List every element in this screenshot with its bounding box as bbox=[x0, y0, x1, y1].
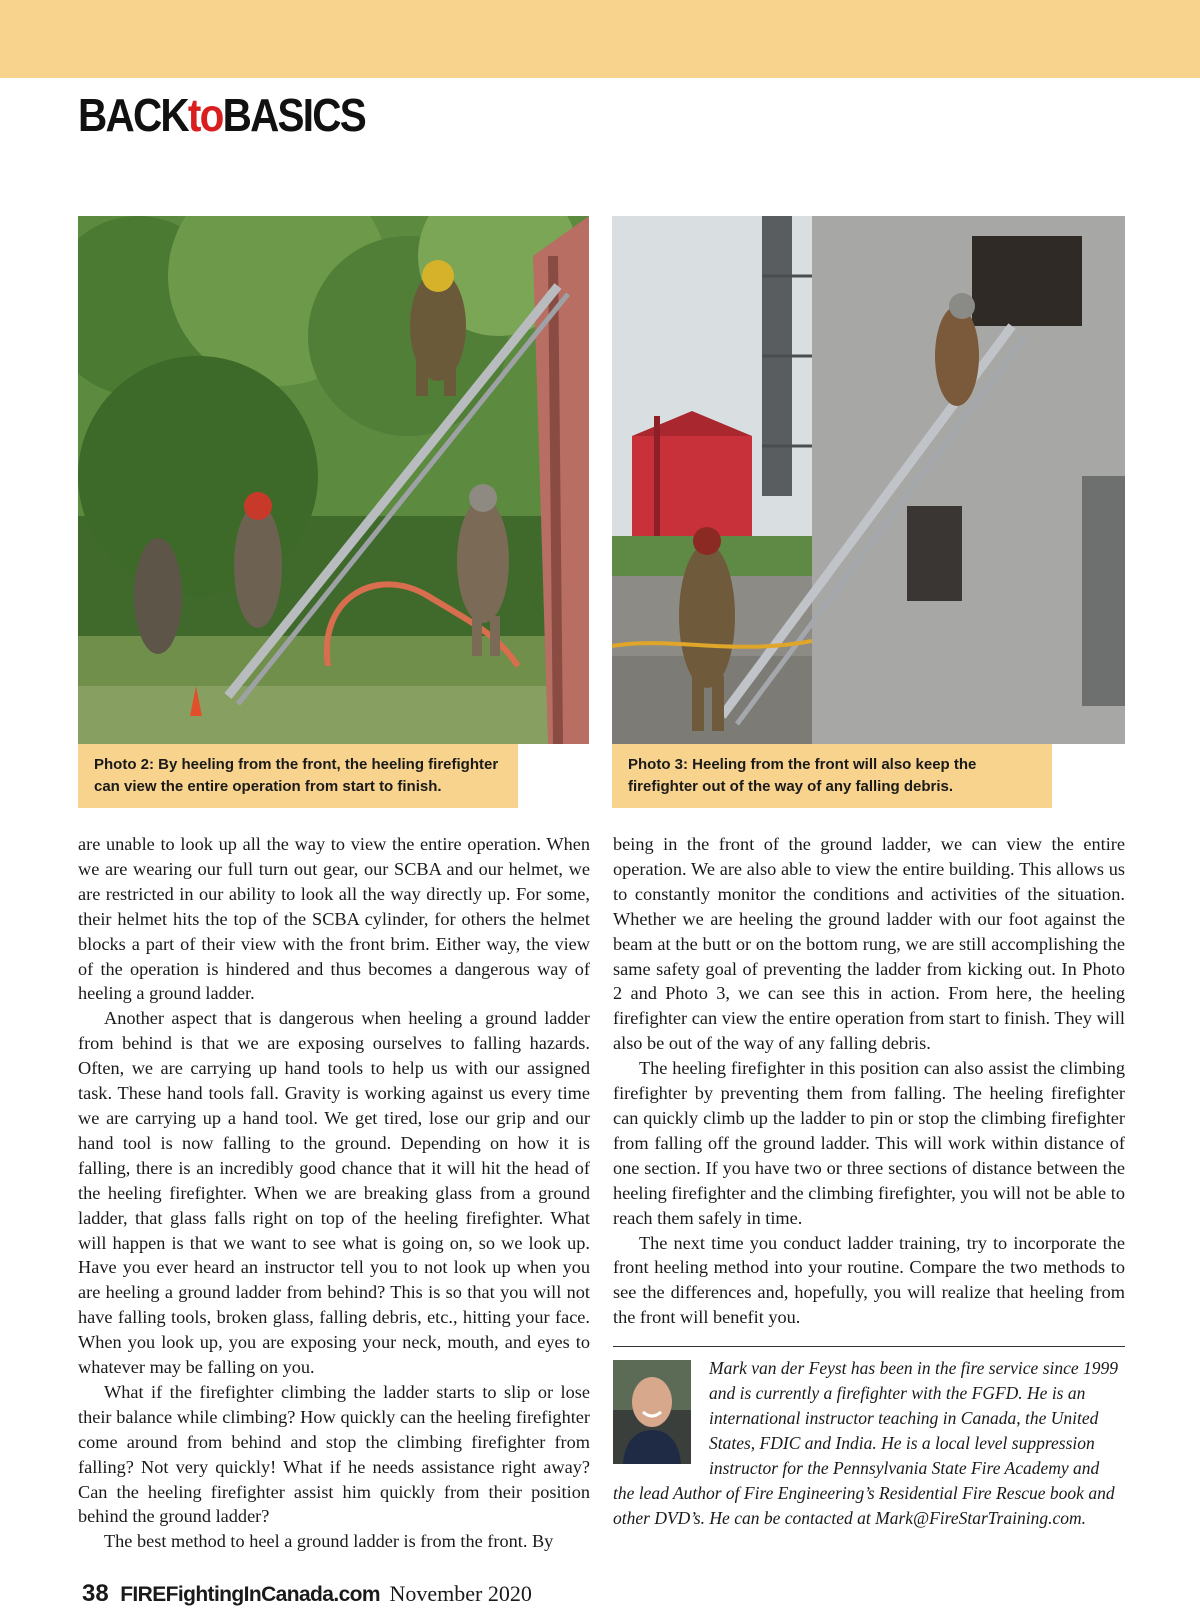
author-bio bbox=[613, 1356, 1125, 1531]
page-footer bbox=[82, 1580, 532, 1609]
article-column-right bbox=[613, 832, 1125, 1330]
header-band bbox=[0, 0, 1200, 78]
paragraph: The best method to heel a ground ladder is from the front. By bbox=[104, 1531, 554, 1552]
section-title-to: to bbox=[187, 89, 223, 141]
page-number: 38 bbox=[82, 1580, 109, 1607]
photo-2-caption: Photo 2: By heeling from the front, the heeling firefighter can view the entire operation from start to finish. bbox=[78, 744, 518, 808]
paragraph: Another aspect that is dangerous when heeling a ground ladder from behind is that we are exposing ourselves to falling hazards. Often, we are carrying up hand tools to help us with our assigned task. These hand tools fall. Gravity is working against us every time we are carrying up a hand tool. We get tired, lose our grip and our hand tool is now falling to the ground. Depending on how it is falling, there is an incredibly good chance that it will hit the head of the heeling firefighter. When we are breaking glass from a ground ladder, that glass falls right on top of the heeling firefighter. What will happen is that we want to see what is going on, so we look up. Have you ever heard an instructor tell you to not look up when you are heeling a ground ladder from behind? This is so that you will not have falling tools, broken glass, falling debris, etc., hitting your face. When you look up, you are exposing your neck, mouth, and eyes to whatever may be falling on you. bbox=[78, 1008, 590, 1378]
footer-date: November 2020 bbox=[389, 1581, 532, 1606]
footer-site: FIREFightingInCanada.com bbox=[120, 1583, 380, 1606]
photo-2 bbox=[78, 216, 589, 744]
section-title-basics: BASICS bbox=[222, 89, 365, 141]
paragraph: are unable to look up all the way to view the entire operation. When we are wearing our full turn out gear, our SCBA and our helmet, we are restricted in our ability to look all the way directly up. For some, their helmet hits the top of the SCBA cylinder, for others the helmet blocks a part of their view with the front brim. Either way, the view of the operation is hindered and thus becomes a dangerous way of heeling a ground ladder. bbox=[78, 834, 590, 1004]
paragraph: The next time you conduct ladder training, try to incorporate the front heeling method into your routine. Compare the two methods to see the differences and, hopefully, you will realize that heeling from the front will benefit you. bbox=[613, 1232, 1125, 1328]
bio-divider bbox=[613, 1346, 1125, 1347]
section-title bbox=[78, 89, 365, 141]
article-column-left bbox=[78, 832, 590, 1554]
section-title-back: BACK bbox=[78, 89, 188, 141]
bio-text: Mark van der Feyst has been in the fire service since 1999 and is currently a firefighter with the FGFD. He is an international instructor teaching in Canada, the United States, FDIC and India. He is a local level suppression instructor for the Pennsylvania State Fire Academy and the lead Author of Fire Engineering’s Residential Fire Rescue book and other DVD’s. He can be contacted at Mark@FireStarTraining.com. bbox=[613, 1358, 1119, 1528]
paragraph: The heeling firefighter in this position can also assist the climbing firefighter by preventing them from falling. The heeling firefighter can quickly climb up the ladder to pin or stop the climbing firefighter from falling off the ground ladder. This will work within distance of one section. If you have two or three sections of distance between the heeling firefighter and the climbing firefighter, you will not be able to reach them safely in time. bbox=[613, 1058, 1125, 1228]
photo-3-caption: Photo 3: Heeling from the front will also keep the firefighter out of the way of any falling debris. bbox=[612, 744, 1052, 808]
photo-3 bbox=[612, 216, 1125, 744]
paragraph: being in the front of the ground ladder, we can view the entire operation. We are also able to view the entire building. This allows us to constantly monitor the conditions and activities of the situation. Whether we are heeling the ground ladder with our foot against the beam at the butt or on the bottom rung, we are still accomplishing the same safety goal of preventing the ladder from kicking out. In Photo 2 and Photo 3, we can see this in action. From here, the heeling firefighter can view the entire operation from start to finish. They will also be out of the way of any falling debris. bbox=[613, 834, 1125, 1054]
author-photo bbox=[613, 1360, 691, 1464]
paragraph: What if the firefighter climbing the ladder starts to slip or lose their balance while climbing? How quickly can the heeling firefighter come around from behind and stop the climbing firefighter from falling? Not very quickly! What if he needs assistance right away? Can the heeling firefighter assist him quickly from their position behind the ground ladder? bbox=[78, 1381, 590, 1527]
